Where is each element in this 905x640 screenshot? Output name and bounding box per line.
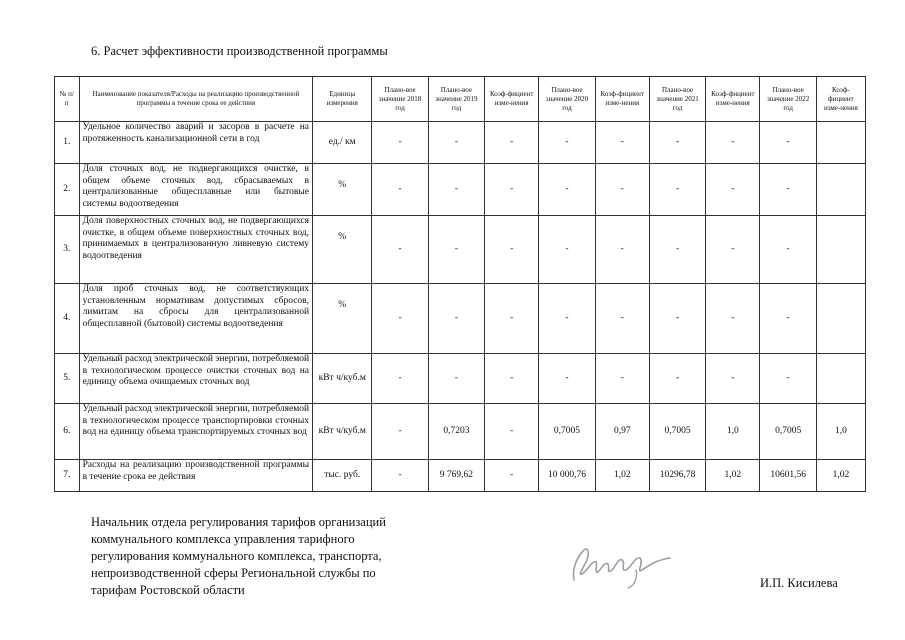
value-cell: - xyxy=(372,284,428,354)
value-cell: 9 769,62 xyxy=(428,460,484,492)
value-cell: - xyxy=(760,216,816,284)
value-cell: - xyxy=(706,164,760,216)
value-cell: - xyxy=(539,284,595,354)
value-cell: - xyxy=(760,122,816,164)
value-cell: - xyxy=(706,216,760,284)
value-cell: - xyxy=(649,354,705,404)
table-row xyxy=(55,122,866,164)
value-cell: 1,02 xyxy=(816,460,865,492)
value-cell: - xyxy=(539,354,595,404)
header-cell: Плано-вое значение 2020 год xyxy=(539,77,595,122)
value-cell: - xyxy=(706,354,760,404)
indicator-name: Удельное количество аварий и засоров в расчете на протяженность канализационной сети в год xyxy=(79,122,312,164)
value-cell: - xyxy=(372,122,428,164)
value-cell: - xyxy=(485,460,539,492)
header-cell: Наименование показателя/Расходы на реализацию производственной программы в течение срока ее действия xyxy=(79,77,312,122)
indicator-name: Расходы на реализацию производственной программы в течение срока ее действия xyxy=(79,460,312,492)
header-cell: Единица измерения xyxy=(313,77,372,122)
indicator-name: Удельный расход электрической энергии, потребляемой в технологическом процессе транспортировки сточных вод на единицу объема транспортируемых сточных вод xyxy=(79,404,312,460)
signatory-name: И.П. Кисилева xyxy=(760,576,838,590)
row-number: 6. xyxy=(55,404,80,460)
value-cell: - xyxy=(428,122,484,164)
value-cell: - xyxy=(595,284,649,354)
signatory-position: Начальник отдела регулирования тарифов организаций коммунального комплекса управления тарифного регулирования коммунального комплекса, транспорта, непроизводственной сферы Региональной службы по тарифам Ростовской области xyxy=(91,515,386,597)
value-cell xyxy=(816,164,865,216)
value-cell xyxy=(816,216,865,284)
header-cell: № п/п xyxy=(55,77,80,122)
value-cell: 1,02 xyxy=(595,460,649,492)
value-cell xyxy=(816,284,865,354)
value-cell: - xyxy=(539,122,595,164)
header-cell: Плано-вое значение 2019 год xyxy=(428,77,484,122)
value-cell: - xyxy=(595,122,649,164)
value-cell: 10296,78 xyxy=(649,460,705,492)
value-cell: 1,0 xyxy=(706,404,760,460)
value-cell: - xyxy=(760,284,816,354)
value-cell: - xyxy=(539,164,595,216)
indicator-name: Доля проб сточных вод, не соответствующих установленным нормативам допустимых сбросов, лимитам на сбросы для централизованной общесплавной (бытовой) системы водоотведения xyxy=(79,284,312,354)
indicator-name: Удельный расход электрической энергии, потребляемой в технологическом процессе очистки сточных вод на единицу объема очищаемых сточных вод xyxy=(79,354,312,404)
value-cell: - xyxy=(595,216,649,284)
value-cell: - xyxy=(372,404,428,460)
table-header-row xyxy=(55,77,866,122)
row-number: 3. xyxy=(55,216,80,284)
table-row xyxy=(55,164,866,216)
unit-cell: ед./ км xyxy=(313,122,372,164)
value-cell: 0,7005 xyxy=(760,404,816,460)
header-cell: Плано-вое значение 2018 год xyxy=(372,77,428,122)
section-title: 6. Расчет эффективности производственной программы xyxy=(91,44,388,58)
header-cell: Коэф-фициент изме-нения xyxy=(485,77,539,122)
value-cell: - xyxy=(485,404,539,460)
value-cell: 0,97 xyxy=(595,404,649,460)
value-cell: - xyxy=(428,164,484,216)
value-cell: - xyxy=(485,354,539,404)
unit-cell: % xyxy=(313,164,372,216)
indicator-name: Доля сточных вод, не подвергающихся очистке, в общем объеме сточных вод, сбрасываемых в централизованные общесплавные или бытовые системы водоотведения xyxy=(79,164,312,216)
value-cell: 10601,56 xyxy=(760,460,816,492)
table-row xyxy=(55,404,866,460)
value-cell: 1,02 xyxy=(706,460,760,492)
value-cell: - xyxy=(428,216,484,284)
table-row xyxy=(55,460,866,492)
value-cell: 0,7005 xyxy=(649,404,705,460)
value-cell: - xyxy=(485,164,539,216)
value-cell xyxy=(816,122,865,164)
value-cell: - xyxy=(706,284,760,354)
unit-cell: кВт ч/куб.м xyxy=(313,354,372,404)
row-number: 5. xyxy=(55,354,80,404)
unit-cell: кВт ч/куб.м xyxy=(313,404,372,460)
value-cell: - xyxy=(706,122,760,164)
value-cell: - xyxy=(649,284,705,354)
table-row xyxy=(55,354,866,404)
header-cell: Коэф-фициент изме-нения xyxy=(706,77,760,122)
header-cell: Плано-вое значение 2022 год xyxy=(760,77,816,122)
value-cell: - xyxy=(485,284,539,354)
value-cell xyxy=(816,354,865,404)
efficiency-table xyxy=(54,76,866,492)
value-cell: - xyxy=(372,164,428,216)
value-cell: - xyxy=(595,354,649,404)
value-cell: - xyxy=(649,216,705,284)
table-body xyxy=(55,122,866,492)
value-cell: - xyxy=(760,354,816,404)
value-cell: - xyxy=(428,354,484,404)
row-number: 1. xyxy=(55,122,80,164)
value-cell: - xyxy=(485,122,539,164)
unit-cell: % xyxy=(313,284,372,354)
header-cell: Плано-вое значение 2021 год xyxy=(649,77,705,122)
value-cell: - xyxy=(649,164,705,216)
value-cell: - xyxy=(428,284,484,354)
unit-cell: % xyxy=(313,216,372,284)
value-cell: - xyxy=(539,216,595,284)
value-cell: - xyxy=(372,216,428,284)
unit-cell: тыс. руб. xyxy=(313,460,372,492)
value-cell: 1,0 xyxy=(816,404,865,460)
value-cell: - xyxy=(649,122,705,164)
value-cell: - xyxy=(760,164,816,216)
table-row xyxy=(55,216,866,284)
handwritten-signature-icon xyxy=(566,540,676,590)
value-cell: 0,7005 xyxy=(539,404,595,460)
value-cell: - xyxy=(372,354,428,404)
header-cell: Коэф-фициент изме-нения xyxy=(595,77,649,122)
value-cell: 10 000,76 xyxy=(539,460,595,492)
header-cell: Коэф-фициент изме-нения xyxy=(816,77,865,122)
indicator-name: Доля поверхностных сточных вод, не подвергающихся очистке, в общем объеме поверхностных сточных вод, принимаемых в централизованную ливневую систему водоотведения xyxy=(79,216,312,284)
row-number: 7. xyxy=(55,460,80,492)
value-cell: 0,7203 xyxy=(428,404,484,460)
row-number: 2. xyxy=(55,164,80,216)
table-row xyxy=(55,284,866,354)
value-cell: - xyxy=(595,164,649,216)
row-number: 4. xyxy=(55,284,80,354)
value-cell: - xyxy=(372,460,428,492)
value-cell: - xyxy=(485,216,539,284)
